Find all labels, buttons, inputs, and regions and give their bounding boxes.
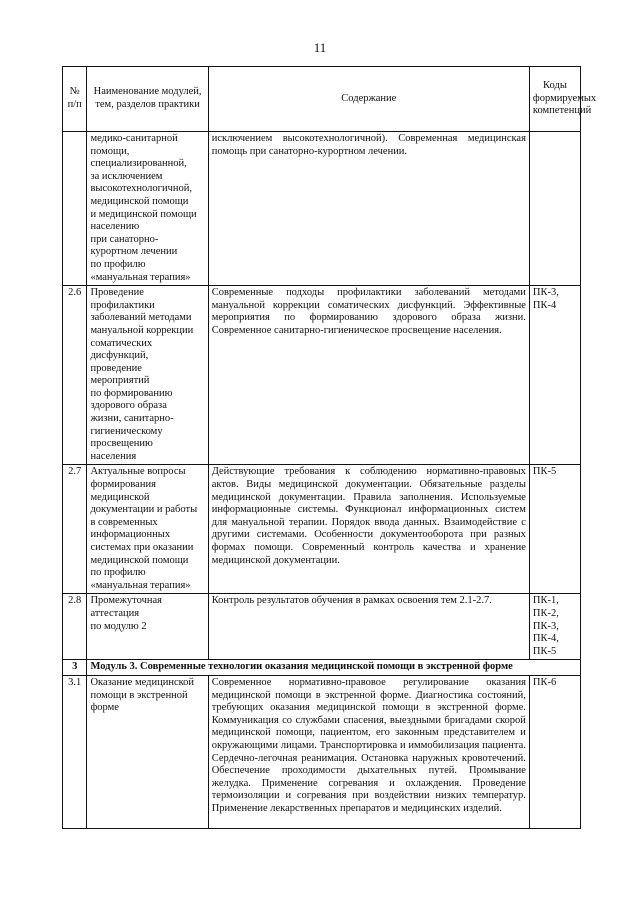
row-name <box>87 675 208 828</box>
row-name-line: медицинской помощи <box>90 195 189 207</box>
table-header-row <box>63 67 581 132</box>
row-num <box>63 132 87 286</box>
row-content <box>208 465 529 594</box>
table-row <box>63 675 581 828</box>
row-name-line: формирования <box>90 479 156 491</box>
row-name-line: по профилю <box>90 258 146 270</box>
row-name-line: просвещению <box>90 438 153 450</box>
row-name-line: профилактики <box>90 299 155 311</box>
row-codes: ПК-6 <box>529 675 580 828</box>
row-name <box>87 594 208 660</box>
row-name-line: по формированию <box>90 387 173 399</box>
row-name-line: проведение <box>90 362 142 374</box>
row-name <box>87 286 208 465</box>
row-name-line: Промежуточная <box>90 595 162 607</box>
row-name-line: дисфункций, <box>90 350 149 362</box>
row-name-line: за исключением <box>90 170 163 182</box>
row-name-line: и медицинской помощи <box>90 208 197 220</box>
row-name-line: Актуальные вопросы <box>90 466 186 478</box>
row-content <box>208 286 529 465</box>
row-name-line: специализированной, <box>90 158 187 170</box>
row-name-line: по модулю 2 <box>90 620 147 632</box>
row-name-line: Проведение <box>90 287 144 299</box>
table-row <box>63 286 581 465</box>
row-codes: ПК-5 <box>529 465 580 594</box>
row-name-line: по профилю <box>90 567 146 579</box>
row-name-line: помощи в экстренной <box>90 689 188 701</box>
table-row <box>63 465 581 594</box>
row-codes: ПК-1, ПК-2, ПК-3, ПК-4, ПК-5 <box>529 594 580 660</box>
row-name-line: аттестация <box>90 607 140 619</box>
module-header-row <box>63 660 581 676</box>
curriculum-table <box>62 66 597 829</box>
row-content <box>208 675 529 828</box>
row-num: 2.7 <box>63 465 87 594</box>
header-num: № п/п <box>63 67 87 132</box>
row-name-line: мануальной коррекции <box>90 324 194 336</box>
row-name-line: при санаторно- <box>90 233 159 245</box>
row-name <box>87 465 208 594</box>
row-name-line: мероприятий <box>90 375 150 387</box>
row-num: 3.1 <box>63 675 87 828</box>
row-content-text: Современные подходы профилактики заболеваний методами мануальной коррекции соматических дисфункций. Эффективные мероприятия по формированию здорового образа жизни. Современное санитарно-гигиеническое просвещение населения. <box>211 287 526 336</box>
row-name-line: населению <box>90 221 140 233</box>
row-name-line: помощи, <box>90 145 130 157</box>
row-name-line: документации и работы <box>90 504 198 516</box>
row-name-line: населения <box>90 450 137 462</box>
page-number: 11 <box>313 40 327 55</box>
row-name-line: курортном лечении <box>90 246 178 258</box>
module-num: 3 <box>63 660 87 676</box>
row-name-line: медицинской <box>90 491 150 503</box>
row-name-line: заболеваний методами <box>90 312 192 324</box>
row-num: 2.8 <box>63 594 87 660</box>
header-content: Содержание <box>208 67 529 132</box>
row-name-line: «мануальная терапия» <box>90 579 191 591</box>
row-num: 2.6 <box>63 286 87 465</box>
row-name-line: медико-санитарной <box>90 133 178 144</box>
row-name-line: медицинской помощи <box>90 554 189 566</box>
row-content-text: исключением высокотехнологичной). Современная медицинская помощь при санаторно-курортном лечении. <box>211 133 526 157</box>
row-name-line: здорового образа <box>90 400 167 412</box>
row-name-line: в современных <box>90 516 158 528</box>
row-name <box>87 132 208 286</box>
row-name-line: информационных <box>90 529 171 541</box>
header-name: Наименование модулей, тем, разделов практики <box>87 67 208 132</box>
row-codes <box>529 132 580 286</box>
row-name-line: Оказание медицинской <box>90 676 195 688</box>
table-row <box>63 132 581 286</box>
row-content-text: Действующие требования к соблюдению нормативно-правовых актов. Виды медицинской документации. Обязательные разделы медицинской документации. Правила заполнения. Используемые информационные системы. Функционал информационных систем для мануальной терапии. Порядок ввода данных. Взаимодействие с другими системами. Особенности документооборота при разных формах помощи. Современный контроль качества и хранение медицинской документации. <box>211 466 526 566</box>
row-codes: ПК-3, ПК-4 <box>529 286 580 465</box>
row-name-line: гигиеническому <box>90 425 163 437</box>
row-name-line: высокотехнологичной, <box>90 183 192 195</box>
row-name-line: форме <box>90 702 119 714</box>
row-name-line: системах при оказании <box>90 542 194 553</box>
header-codes: Коды формируемых компетенций <box>529 67 580 132</box>
row-content-text: Современное нормативно-правовое регулирование оказания медицинской помощи в экстренной форме. Диагностика состояний, требующих оказания медицинской помощи в экстренной форме. Коммуникация со службами спасения, выездными бригадами скорой медицинской помощи, пациентом, его законным представителем и окружающими лицами. Транспортировка и иммобилизация пациента. Сердечно-легочная реанимация. Остановка наружных кровотечений. Обеспечение проходимости дыхательных путей. Промывание желудка. Применение согревания и охлаждения. Проведение термоизоляции и согревания при воздействии низких температур. Применение лекарственных препаратов и медицинских изделий. <box>211 676 526 814</box>
row-content <box>208 594 529 660</box>
module-title: Модуль 3. Современные технологии оказания медицинской помощи в экстренной форме <box>87 660 581 676</box>
row-name-line: соматических <box>90 337 153 349</box>
table-row <box>63 594 581 660</box>
row-content-text: Контроль результатов обучения в рамках освоения тем 2.1-2.7. <box>211 595 492 607</box>
row-name-line: «мануальная терапия» <box>90 271 191 283</box>
row-content <box>208 132 529 286</box>
row-name-line: жизни, санитарно- <box>90 413 174 425</box>
